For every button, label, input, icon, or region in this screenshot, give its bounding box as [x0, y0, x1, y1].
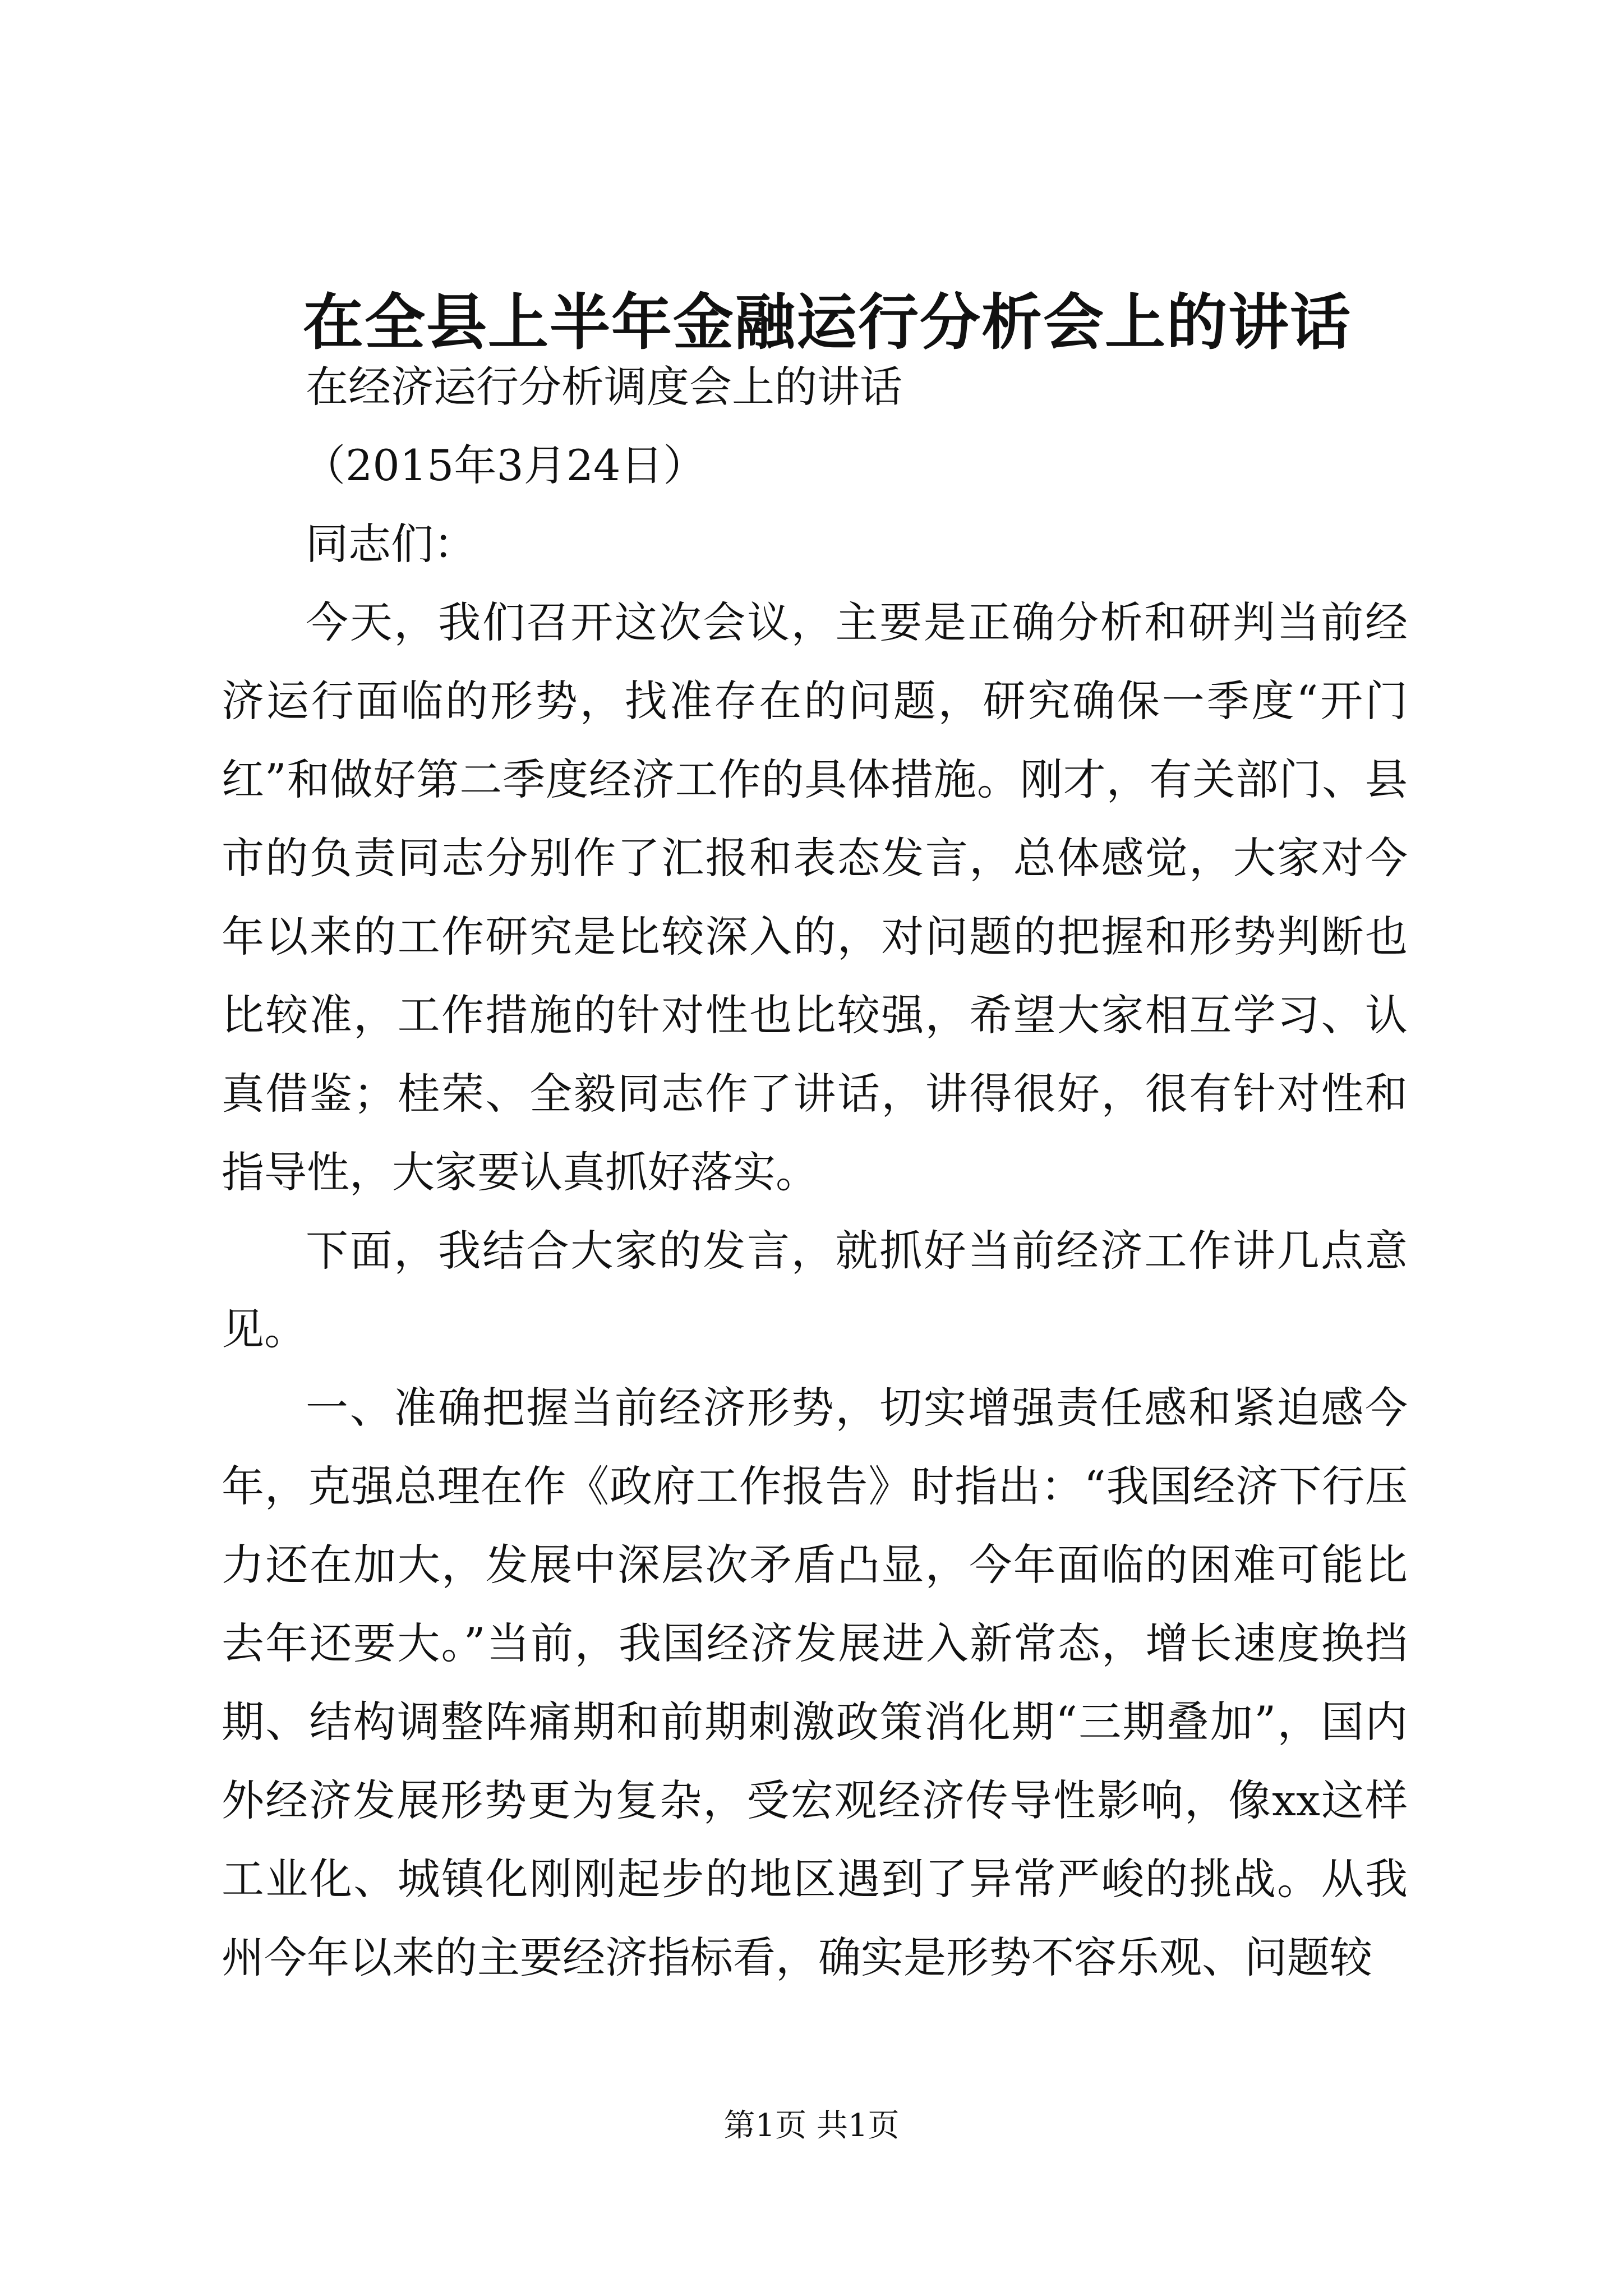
document-title: 在全县上半年金融运行分析会上的讲话	[303, 287, 1352, 358]
page-number-footer: 第1页 共1页	[723, 2108, 900, 2144]
body-paragraph: 今天，我们召开这次会议，主要是正确分析和研判当前经济运行面临的形势，找准存在的问题，研究确保一季度“开门红”和做好第二季度经济工作的具体措施。刚才，有关部门、县市的负责同志分别作了汇报和表态发言，总体感觉，大家对今年以来的工作研究是比较深入的，对问题的把握和形势判断也比较准，工作措施的针对性也比较强，希望大家相互学习、认真借鉴；桂荣、全毅同志作了讲话，讲得很好，很有针对性和指导性，大家要认真抓好落实。	[222, 597, 1408, 1197]
date-paragraph: （2015年3月24日）	[303, 440, 706, 490]
salutation-paragraph: 同志们：	[306, 519, 476, 569]
document-body	[222, 348, 1408, 1997]
subtitle-paragraph: 在经济运行分析调度会上的讲话	[306, 362, 902, 412]
body-paragraph: 下面，我结合大家的发言，就抓好当前经济工作讲几点意见。	[222, 1226, 1408, 1354]
body-paragraph: 一、准确把握当前经济形势，切实增强责任感和紧迫感今年，克强总理在作《政府工作报告》时指出：“我国经济下行压力还在加大，发展中深层次矛盾凸显，今年面临的困难可能比去年还要大。”当前，我国经济发展进入新常态，增长速度换挡期、结构调整阵痛期和前期刺激政策消化期“三期叠加”，国内外经济发展形势更为复杂，受宏观经济传导性影响，像xx这样工业化、城镇化刚刚起步的地区遇到了异常严峻的挑战。从我州今年以来的主要经济指标看，确实是形势不容乐观、问题较	[222, 1383, 1408, 1982]
